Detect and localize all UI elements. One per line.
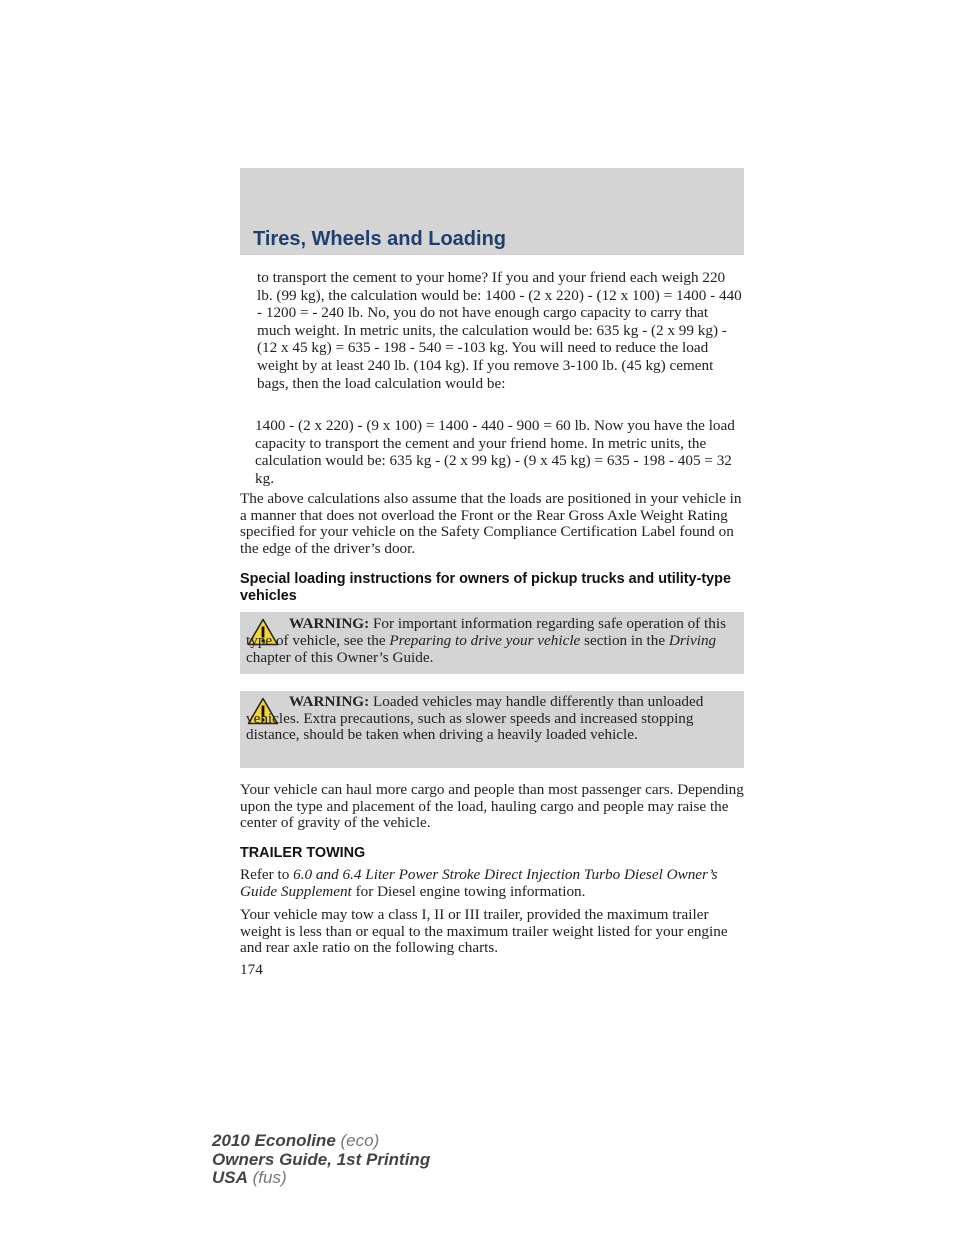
header-band: [240, 168, 744, 255]
warning-text-part: section in the: [580, 631, 669, 649]
footer-model-code: (eco): [335, 1131, 380, 1150]
section-title: Tires, Wheels and Loading: [253, 228, 507, 250]
footer-model-line: [212, 1132, 430, 1151]
document-footer: [212, 1132, 430, 1188]
footer-model: 2010 Econoline: [212, 1131, 336, 1150]
paragraph-trailer-class: Your vehicle may tow a class I, II or III trailer, provided the maximum trailer weight is less than or equal to the maximum trailer weight listed for your engine and rear axle ratio on the following charts.: [240, 906, 728, 956]
warning-box-safe-operation: [240, 612, 744, 674]
footer-market-line: [212, 1169, 430, 1188]
reference-text-part: Refer to: [240, 866, 294, 883]
reference-supplement-title: 6.0 and 6.4 Liter Power Stroke Direct Injection Turbo Diesel Owner’s Guide Supplement: [240, 866, 718, 900]
warning-label: WARNING:: [289, 615, 370, 632]
footer-market: USA: [212, 1168, 248, 1187]
page-number: 174: [240, 961, 263, 978]
footer-printing: Owners Guide, 1st Printing: [212, 1149, 431, 1169]
warning-text-part: Loaded vehicles may handle differently than unloaded vehicles. Extra precautions, such as slower speeds and increased stopping distance, should be taken when driving a heavily loaded vehicle.: [246, 693, 704, 743]
warning-chapter-name: Driving: [668, 631, 717, 649]
warning-text-part: For important information regarding safe operation of this type of vehicle, see the: [246, 615, 726, 649]
reference-text-part: for Diesel engine towing information.: [351, 882, 586, 900]
warning-text-loaded-vehicles: [246, 694, 736, 744]
heading-trailer-towing: TRAILER TOWING: [240, 845, 366, 861]
subheading-special-loading: Special loading instructions for owners of pickup trucks and utility-type vehicles: [240, 571, 731, 604]
warning-label: WARNING:: [289, 693, 370, 710]
footer-market-code: (fus): [247, 1168, 287, 1187]
paragraph-diesel-reference: [240, 867, 744, 900]
warning-text-safe-operation: [246, 616, 736, 666]
footer-printing-line: [212, 1151, 430, 1170]
paragraph-cargo-capacity: Your vehicle can haul more cargo and people than most passenger cars. Depending upon the type and placement of the load, hauling cargo and people may raise the center of gravity of the vehicle.: [240, 781, 744, 831]
warning-box-loaded-vehicles: [240, 691, 744, 768]
paragraph-revised-calculation: 1400 - (2 x 220) - (9 x 100) = 1400 - 440 - 900 = 60 lb. Now you have the load capacity to transport the cement and your friend home. In metric units, the calculation would be: 635 kg - (2 x 99 kg) - (9 x 45 kg) = 635 - 198 - 405 = 32 kg.: [255, 417, 735, 487]
paragraph-load-calculation: to transport the cement to your home? If you and your friend each weigh 220 lb. (99 kg), the calculation would be: 1400 - (2 x 220) - (12 x 100) = 1400 - 440 - 1200 = - 240 lb. No, you do not have enough cargo capacity to carry that much weight. In metric units, the calculation would be: 635 kg - (2 x 99 kg) - (12 x 45 kg) = 635 - 198 - 540 = -103 kg. You will need to reduce the load weight by at least 240 lb. (104 kg). If you remove 3-100 lb. (45 kg) cement bags, then the load calculation would be:: [257, 269, 742, 392]
warning-reference-title: Preparing to drive your vehicle: [389, 631, 581, 649]
warning-text-part: chapter of this Owner’s Guide.: [246, 648, 434, 666]
paragraph-calculation-assumption: The above calculations also assume that the loads are positioned in your vehicle in a manner that does not overload the Front or the Rear Gross Axle Weight Rating specified for your vehicle on the Safety Compliance Certification Label found on the edge of the driver’s door.: [240, 490, 742, 557]
